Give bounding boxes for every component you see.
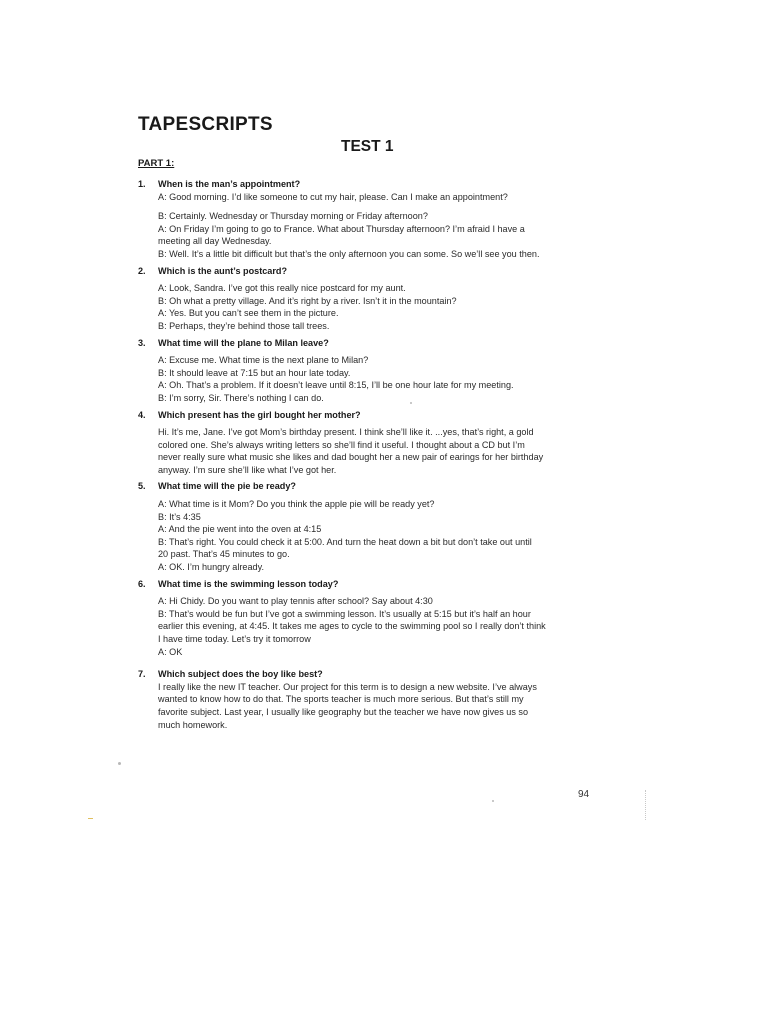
scan-speck <box>118 762 121 765</box>
question-heading <box>138 178 600 191</box>
question-heading <box>138 409 600 422</box>
transcript <box>158 282 600 332</box>
question-item <box>138 668 600 731</box>
transcript-line: A: Good morning. I’d like someone to cut my hair, please. Can I make an appointment? <box>158 191 508 202</box>
transcript-line: colored one. She’s always writing letters so she’ll find it useful. I thought about a CD but I’m <box>158 439 525 450</box>
transcript-line: A: Yes. But you can’t see them in the picture. <box>158 308 339 319</box>
transcript-line: A: Look, Sandra. I’ve got this really nice postcard for my aunt. <box>158 283 406 294</box>
transcript-line: I really like the new IT teacher. Our project for this term is to design a new website. I’ve always <box>158 681 537 692</box>
transcript <box>158 681 600 731</box>
transcript-line: A: Excuse me. What time is the next plane to Milan? <box>158 355 369 366</box>
transcript-line: A: On Friday I’m going to go to France. What about Thursday afternoon? I’m afraid I have a <box>158 223 525 234</box>
transcript-line: A: What time is it Mom? Do you think the apple pie will be ready yet? <box>158 499 435 510</box>
transcript-line: I have time today. Let’s try it tomorrow <box>158 634 311 644</box>
transcript-line: favorite subject. Last year, I usually like geography but the teacher we have now gives us so <box>158 706 529 717</box>
question-heading <box>138 480 600 493</box>
transcript-line: Hi. It’s me, Jane. I’ve got Mom’s birthday present. I think she’ll like it. ...yes, that’s right, a gold <box>158 427 534 438</box>
transcript-line: 20 past. That’s 45 minutes to go. <box>158 549 290 560</box>
transcript-line: B: Oh what a pretty village. And it’s right by a river. Isn’t it in the mountain? <box>158 295 457 306</box>
question-text: Which is the aunt’s postcard? <box>158 265 288 276</box>
question-text: What time will the pie be ready? <box>158 481 296 492</box>
transcript-line: B: That’s right. You could check it at 5:00. And turn the heat down a bit but don’t take out until <box>158 536 532 547</box>
question-text: What time will the plane to Milan leave? <box>158 337 329 348</box>
question-text: What time is the swimming lesson today? <box>158 578 339 589</box>
question-item <box>138 337 600 405</box>
transcript-line: A: And the pie went into the oven at 4:15 <box>158 524 322 535</box>
question-list <box>138 178 600 735</box>
transcript-line: B: I’m sorry, Sir. There’s nothing I can do. <box>158 392 324 403</box>
transcript-line: B: It’s 4:35 <box>158 511 201 522</box>
question-number: 5. <box>138 481 146 492</box>
question-number: 3. <box>138 337 146 348</box>
question-item <box>138 178 600 261</box>
transcript-line: much homework. <box>158 719 228 730</box>
question-item <box>138 578 600 659</box>
test-heading: TEST 1 <box>341 138 394 155</box>
scan-speck <box>410 402 412 404</box>
scan-edge-marks <box>645 790 647 820</box>
transcript-line: B: Perhaps, they’re behind those tall trees. <box>158 320 330 331</box>
question-item <box>138 480 600 573</box>
transcript-line: A: OK. I’m hungry already. <box>158 562 264 573</box>
transcript-line: A: OK <box>158 646 183 657</box>
transcript-line: B: Certainly. Wednesday or Thursday morning or Friday afternoon? <box>158 211 428 222</box>
question-item <box>138 265 600 333</box>
question-heading <box>138 265 600 278</box>
transcript-line: B: It should leave at 7:15 but an hour late today. <box>158 367 351 378</box>
transcript <box>158 426 600 476</box>
question-heading <box>138 668 600 681</box>
transcript-line: meeting all day Wednesday. <box>158 236 272 247</box>
question-number: 6. <box>138 578 146 589</box>
question-text: Which subject does the boy like best? <box>158 669 323 680</box>
scan-mark <box>88 818 93 819</box>
transcript-line: never really sure what music she likes and dad bought her a new pair of earings for her birthday <box>158 452 544 463</box>
question-text: Which present has the girl bought her mother? <box>158 409 361 420</box>
transcript-line: wanted to know how to do that. The sports teacher is much more serious. But that’s still my <box>158 694 524 705</box>
page-title: TAPESCRIPTS <box>138 114 273 135</box>
transcript <box>158 498 600 574</box>
transcript-line: B: Well. It’s a little bit difficult but that’s the only afternoon you can some. So we’ll see you then. <box>158 248 540 259</box>
transcript-line: earlier this evening, at 4:45. It takes me ages to cycle to the swimming pool so I really don’t think <box>158 621 546 632</box>
question-item <box>138 409 600 477</box>
transcript-line: A: Hi Chidy. Do you want to play tennis after school? Say about 4:30 <box>158 596 433 607</box>
question-number: 4. <box>138 409 146 420</box>
page-number: 94 <box>578 789 590 800</box>
transcript <box>158 191 600 261</box>
scan-speck <box>492 800 494 802</box>
transcript-line: B: That’s would be fun but I’ve got a swimming lesson. It’s usually at 5:15 but it’s half an hour <box>158 608 531 619</box>
question-number: 2. <box>138 265 146 276</box>
part-heading: PART 1: <box>138 158 175 169</box>
question-number: 7. <box>138 669 146 680</box>
question-heading <box>138 578 600 591</box>
question-number: 1. <box>138 179 146 189</box>
question-heading <box>138 337 600 350</box>
question-text: When is the man’s appointment? <box>158 179 301 189</box>
transcript-line: A: Oh. That’s a problem. If it doesn’t leave until 8:15, I’ll be one hour late for my meeting. <box>158 380 514 391</box>
transcript-line: anyway. I’m sure she’ll like what I’ve got her. <box>158 464 337 475</box>
paragraph-gap <box>158 203 600 210</box>
transcript <box>158 354 600 404</box>
transcript <box>158 595 600 658</box>
